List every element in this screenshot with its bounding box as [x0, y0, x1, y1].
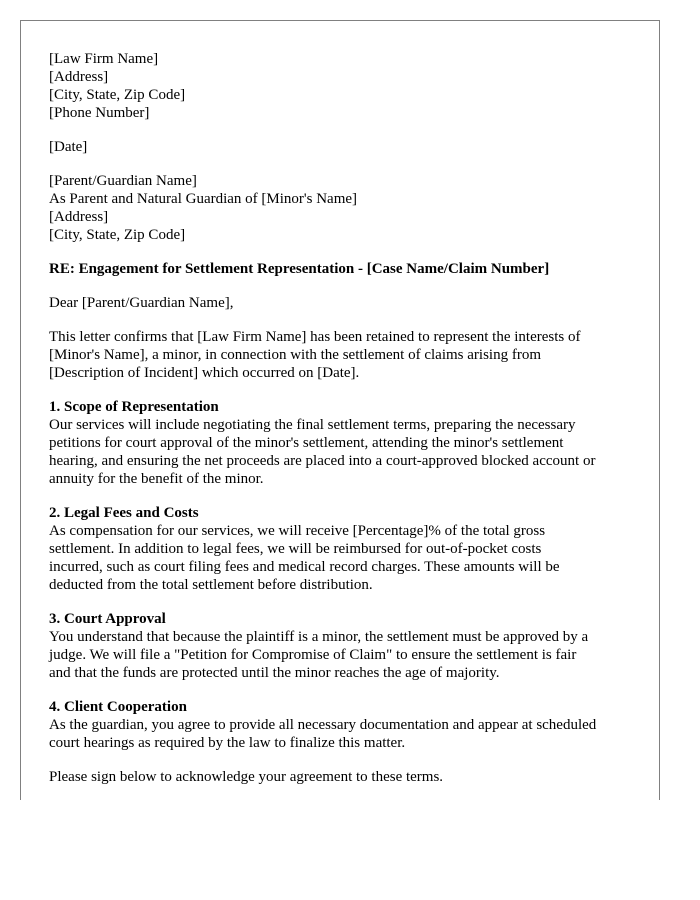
- intro-line: [Description of Incident] which occurred on [Date].: [49, 365, 360, 381]
- recipient-name: [Parent/Guardian Name]: [49, 173, 197, 189]
- sender-phone: [Phone Number]: [49, 105, 150, 121]
- section-line: deducted from the total settlement before distribution.: [49, 577, 373, 593]
- section-scope: [49, 398, 649, 488]
- section-line: court hearings as required by the law to finalize this matter.: [49, 735, 406, 751]
- section-line: petitions for court approval of the minor's settlement, attending the minor's settlement: [49, 435, 564, 451]
- sender-city-state-zip: [City, State, Zip Code]: [49, 87, 186, 103]
- section-line: As compensation for our services, we will receive [Percentage]% of the total gross: [49, 523, 546, 539]
- subject-line: RE: Engagement for Settlement Representation - [Case Name/Claim Number]: [49, 261, 550, 277]
- section-line: hearing, and ensuring the net proceeds are placed into a court-approved blocked account or: [49, 453, 596, 469]
- section-heading: 4. Client Cooperation: [49, 699, 187, 715]
- recipient-city-state-zip: [City, State, Zip Code]: [49, 227, 186, 243]
- sender-address: [Address]: [49, 69, 109, 85]
- section-court-approval: [49, 610, 649, 682]
- section-line: As the guardian, you agree to provide all necessary documentation and appear at scheduled: [49, 717, 597, 733]
- section-client-cooperation: [49, 698, 649, 752]
- section-line: Our services will include negotiating the final settlement terms, preparing the necessary: [49, 417, 576, 433]
- section-line: You understand that because the plaintiff is a minor, the settlement must be approved by a: [49, 629, 589, 645]
- letter-page: [20, 20, 660, 800]
- letter-body: [49, 50, 649, 786]
- section-heading: 3. Court Approval: [49, 611, 166, 627]
- section-heading: 2. Legal Fees and Costs: [49, 505, 199, 521]
- section-line: annuity for the benefit of the minor.: [49, 471, 264, 487]
- sender-firm-name: [Law Firm Name]: [49, 51, 159, 67]
- section-line: incurred, such as court filing fees and medical record charges. These amounts will be: [49, 559, 560, 575]
- section-fees: [49, 504, 649, 594]
- recipient-capacity: As Parent and Natural Guardian of [Minor's Name]: [49, 191, 358, 207]
- section-line: and that the funds are protected until the minor reaches the age of majority.: [49, 665, 500, 681]
- letter-date: [Date]: [49, 139, 88, 155]
- section-line: settlement. In addition to legal fees, we will be reimbursed for out-of-pocket costs: [49, 541, 542, 557]
- intro-paragraph: [49, 328, 649, 382]
- recipient-address: [Address]: [49, 209, 109, 225]
- recipient-block: [49, 172, 649, 244]
- section-line: judge. We will file a "Petition for Compromise of Claim" to ensure the settlement is fair: [49, 647, 577, 663]
- intro-line: [Minor's Name], a minor, in connection with the settlement of claims arising from: [49, 347, 541, 363]
- salutation: Dear [Parent/Guardian Name],: [49, 295, 234, 311]
- closing-line: Please sign below to acknowledge your agreement to these terms.: [49, 769, 444, 785]
- intro-line: This letter confirms that [Law Firm Name] has been retained to represent the interests of: [49, 329, 581, 345]
- section-heading: 1. Scope of Representation: [49, 399, 219, 415]
- sender-block: [49, 50, 649, 122]
